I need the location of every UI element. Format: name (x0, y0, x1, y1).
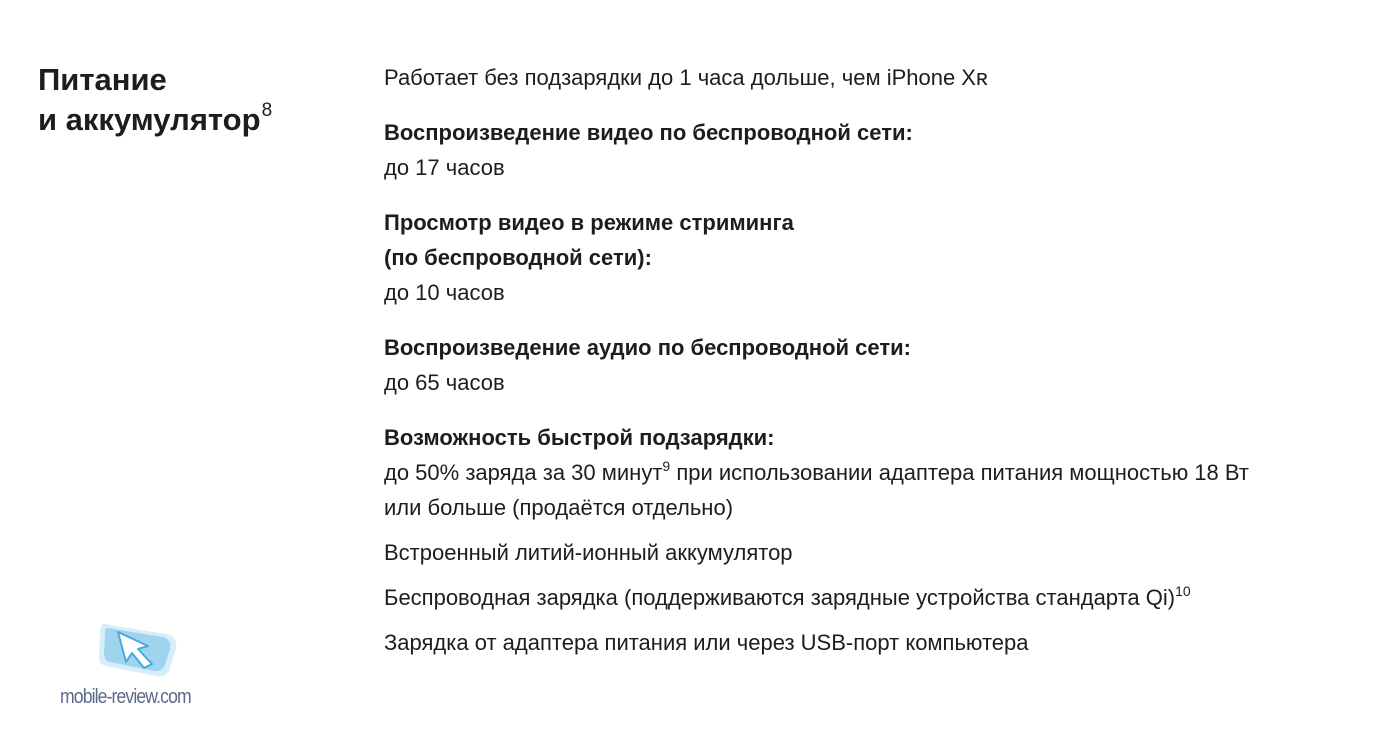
spec-intro: Работает без подзарядки до 1 часа дольше, чем iPhone Xʀ (384, 65, 988, 90)
section-title-text: и аккумулятор (38, 102, 261, 137)
spec-battery: Встроенный литий-ионный аккумулятор (384, 540, 793, 565)
watermark (60, 618, 210, 714)
section-title (38, 60, 358, 140)
spec-streaming-value: до 10 часов (384, 280, 505, 305)
spec-fast-charge-text-a: до 50% заряда за 30 минут (384, 460, 663, 485)
spec-wireless-charging-text: Беспроводная зарядка (поддерживаются зарядные устройства стандарта Qi) (384, 585, 1176, 610)
spec-wireless-charging (384, 580, 1374, 615)
spec-wireless-charging-footnote[interactable]: 10 (1175, 583, 1191, 599)
spec-fast-charge-line1 (384, 455, 1374, 490)
spec-audio-heading: Воспроизведение аудио по беспроводной сети: (384, 335, 911, 360)
watermark-text: mobile-review.com (60, 686, 191, 708)
spec-video-wireless-value: до 17 часов (384, 155, 505, 180)
spec-video-wireless-heading: Воспроизведение видео по беспроводной сети: (384, 120, 913, 145)
watermark-logo-icon (96, 618, 186, 684)
section-title-line2 (38, 100, 358, 140)
section-title-line1: Питание (38, 62, 167, 97)
spec-fast-charge-line2: или больше (продаётся отдельно) (384, 495, 734, 520)
spec-fast-charge-footnote[interactable]: 9 (662, 458, 671, 474)
spec-fast-charge-heading: Возможность быстрой подзарядки: (384, 425, 775, 450)
spec-charging-source: Зарядка от адаптера питания или через USB-порт компьютера (384, 630, 1029, 655)
spec-fast-charge-text-b: при использовании адаптера питания мощностью 18 Вт (670, 460, 1249, 485)
spec-audio-value: до 65 часов (384, 370, 505, 395)
section-title-footnote[interactable]: 8 (261, 100, 273, 121)
battery-specs (384, 60, 1374, 660)
spec-streaming-heading-line1: Просмотр видео в режиме стриминга (384, 210, 794, 235)
spec-streaming-heading-line2: (по беспроводной сети): (384, 245, 652, 270)
